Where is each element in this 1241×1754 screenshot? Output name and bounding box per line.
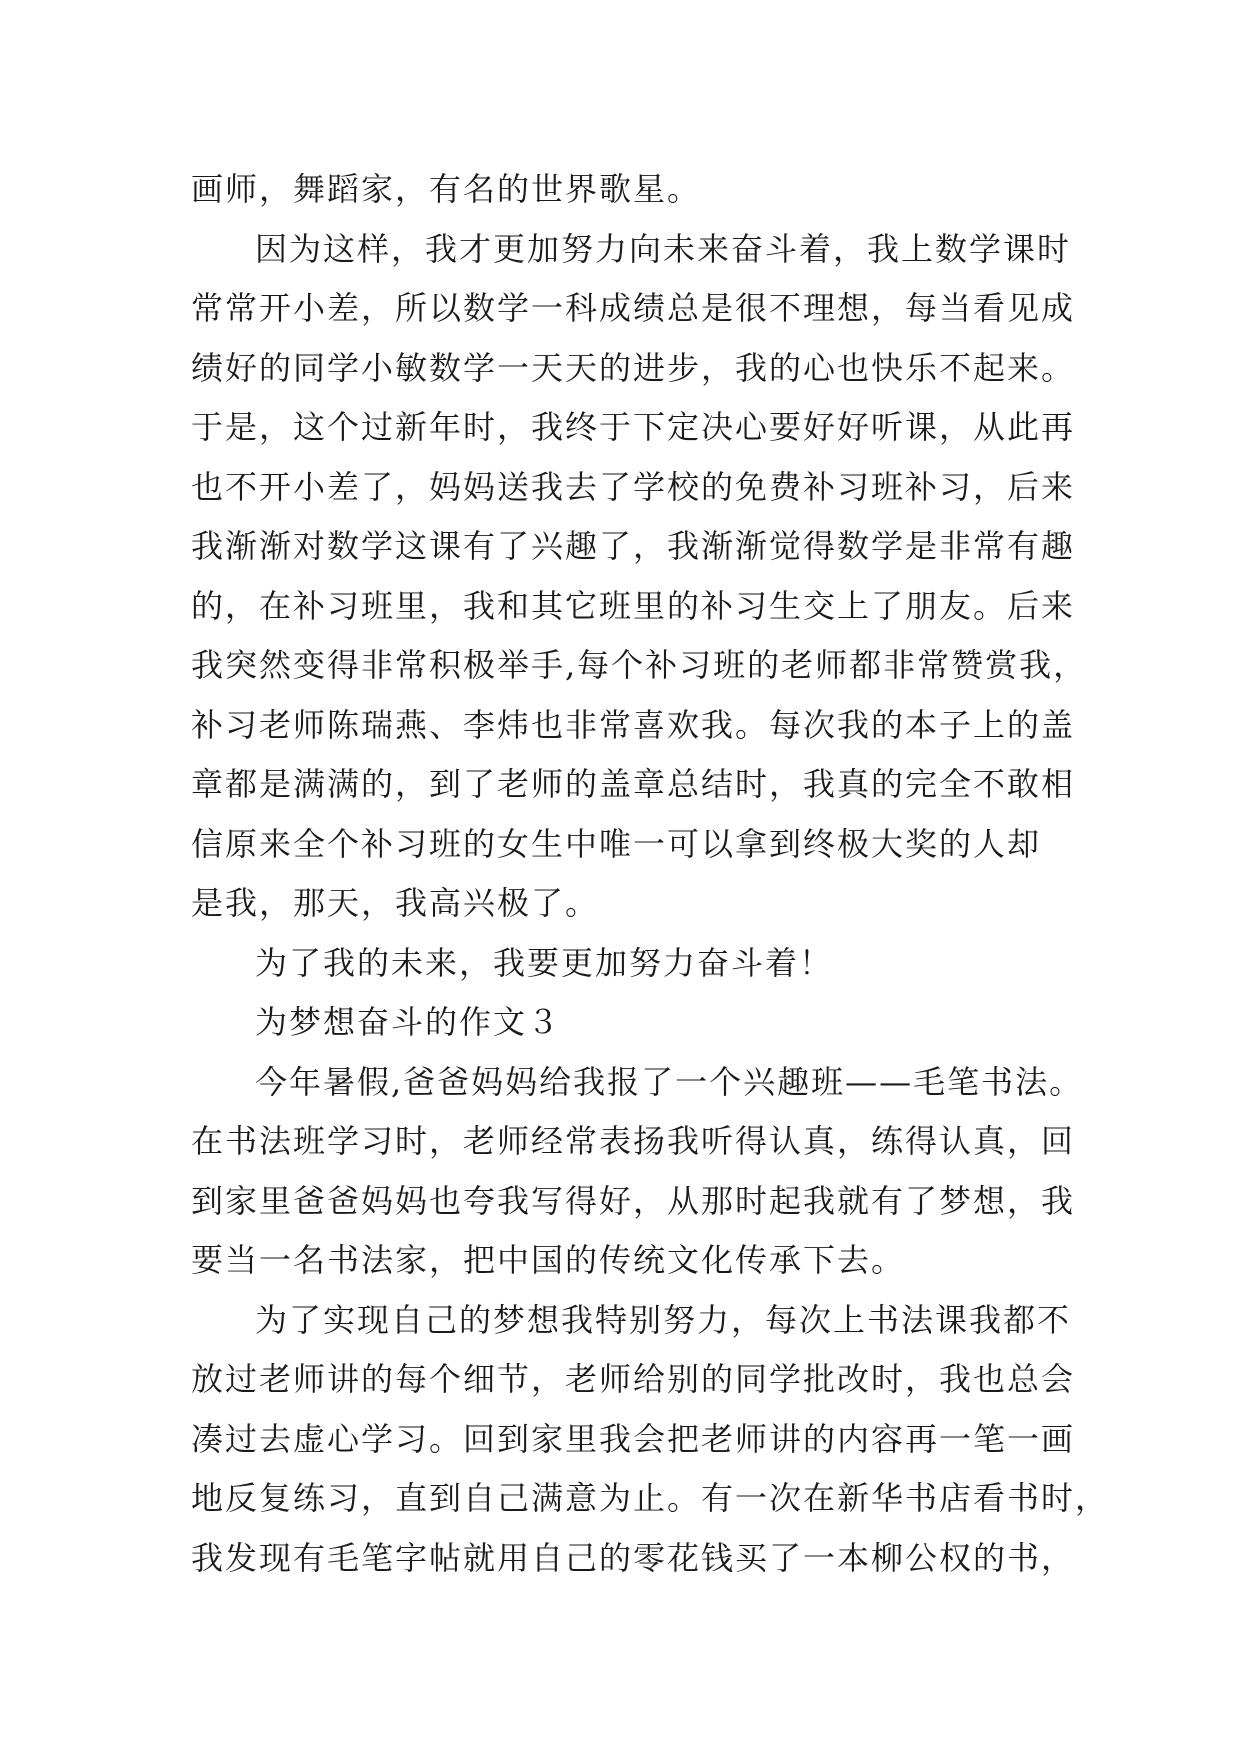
text-line: 到家里爸爸妈妈也夸我写得好，从那时起我就有了梦想，我 (191, 1181, 1076, 1220)
text-line: 我渐渐对数学这课有了兴趣了，我渐渐觉得数学是非常有趣 (191, 527, 1076, 565)
text-line: 凑过去虚心学习。回到家里我会把老师讲的内容再一笔一画 (191, 1419, 1076, 1458)
text-line: 章都是满满的，到了老师的盖章总结时，我真的完全不敢相 (191, 765, 1076, 803)
text-line: 的，在补习班里，我和其它班里的补习生交上了朋友。后来 (191, 586, 1076, 625)
text-line: 常常开小差，所以数学一科成绩总是很不理想，每当看见成 (191, 289, 1076, 327)
paragraph-start-line: 今年暑假,爸爸妈妈给我报了一个兴趣班——毛笔书法。 (255, 1062, 1084, 1101)
text-line: 信原来全个补习班的女生中唯一可以拿到终极大奖的人却 (191, 824, 1042, 863)
paragraph-start-line: 为了我的未来，我要更加努力奋斗着！ (255, 943, 834, 982)
text-line: 画师，舞蹈家，有名的世界歌星。 (191, 170, 702, 208)
text-line: 是我，那天，我高兴极了。 (191, 884, 600, 922)
essay-body (191, 160, 1110, 1588)
text-line: 在书法班学习时，老师经常表扬我听得认真，练得认真，回 (191, 1122, 1076, 1160)
text-line: 我发现有毛笔字帖就用自己的零花钱买了一本柳公权的书， (191, 1538, 1076, 1577)
text-line: 地反复练习，直到自己满意为止。有一次在新华书店看书时， (191, 1479, 1110, 1517)
text-line: 放过老师讲的每个细节，老师给别的同学批改时，我也总会 (191, 1360, 1076, 1398)
text-line: 我突然变得非常积极举手,每个补习班的老师都非常赞赏我， (191, 646, 1088, 684)
paragraph-start-line: 为了实现自己的梦想我特别努力，每次上书法课我都不 (255, 1300, 1072, 1339)
text-line: 也不开小差了，妈妈送我去了学校的免费补习班补习，后来 (191, 467, 1076, 506)
text-line: 补习老师陈瑞燕、李炜也非常喜欢我。每次我的本子上的盖 (191, 705, 1076, 744)
paragraph-start-line: 因为这样，我才更加努力向未来奋斗着，我上数学课时 (255, 229, 1072, 268)
text-line: 于是，这个过新年时，我终于下定决心要好好听课，从此再 (191, 408, 1076, 446)
text-line: 要当一名书法家，把中国的传统文化传承下去。 (191, 1241, 906, 1279)
text-line: 绩好的同学小敏数学一天天的进步，我的心也快乐不起来。 (191, 348, 1076, 387)
section-heading: 为梦想奋斗的作文３ (255, 1003, 562, 1041)
